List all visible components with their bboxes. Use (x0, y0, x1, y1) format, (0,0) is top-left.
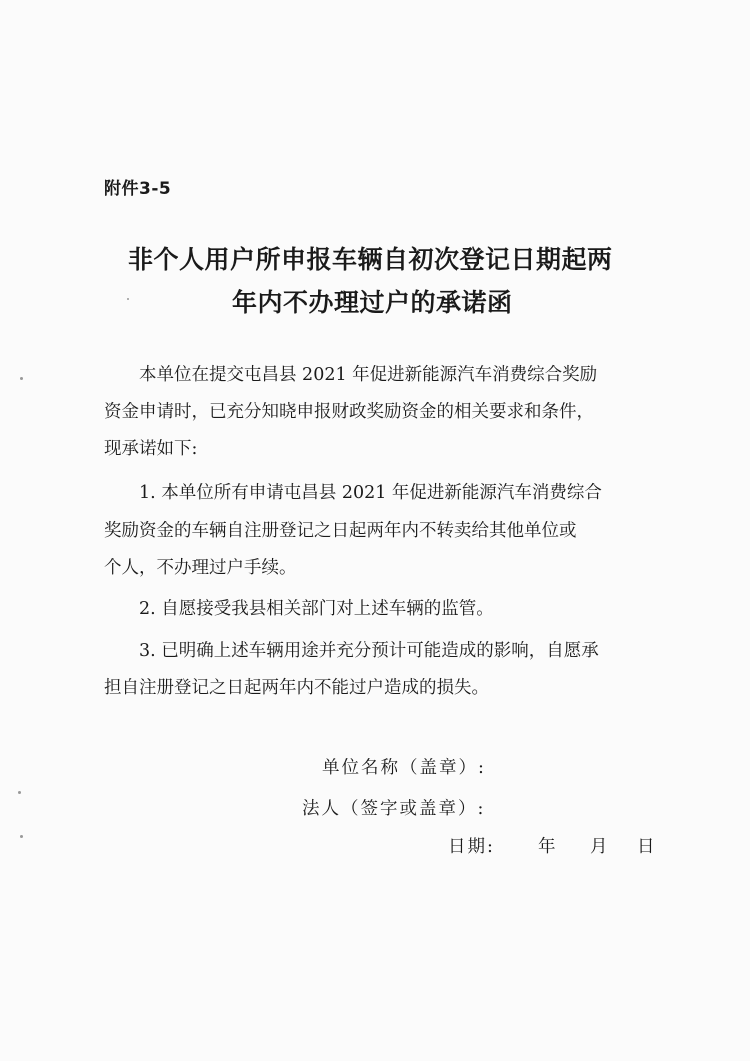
date-label: 日期: (448, 837, 495, 857)
date-day: 日 (637, 837, 657, 857)
date-month: 月 (590, 837, 610, 857)
unit-name-seal-label: 单位名称（盖章）: (322, 758, 486, 778)
item-3-line-2: 担自注册登记之日起两年内不能过户造成的损失。 (104, 678, 489, 698)
intro-line-2: 资金申请时，已充分知晓申报财政奖励资金的相关要求和条件， (104, 402, 594, 422)
intro-line-1: 本单位在提交屯昌县 2021 年促进新能源汽车消费综合奖励 (104, 365, 598, 385)
item-1-line-3: 个人，不办理过户手续。 (104, 558, 297, 578)
document-title-line-2: 年内不办理过户的承诺函 (232, 288, 513, 317)
scan-speck (20, 835, 23, 838)
scan-speck (18, 791, 21, 794)
attachment-label: 附件3-5 (104, 179, 172, 199)
document-title-line-1: 非个人用户所申报车辆自初次登记日期起两 (128, 245, 613, 274)
item-1-line-2: 奖励资金的车辆自注册登记之日起两年内不转卖给其他单位或 (104, 521, 577, 541)
scan-speck (127, 298, 129, 300)
intro-line-3: 现承诺如下: (104, 439, 198, 459)
item-1-line-1: 1. 本单位所有申请屯昌县 2021 年促进新能源汽车消费综合 (104, 483, 602, 503)
item-3-line-1: 3. 已明确上述车辆用途并充分预计可能造成的影响，自愿承 (104, 641, 599, 661)
scan-speck (20, 377, 23, 380)
date-year: 年 (538, 837, 558, 857)
item-2-line-1: 2. 自愿接受我县相关部门对上述车辆的监管。 (104, 599, 494, 619)
legal-person-signature-label: 法人（签字或盖章）: (302, 799, 486, 819)
